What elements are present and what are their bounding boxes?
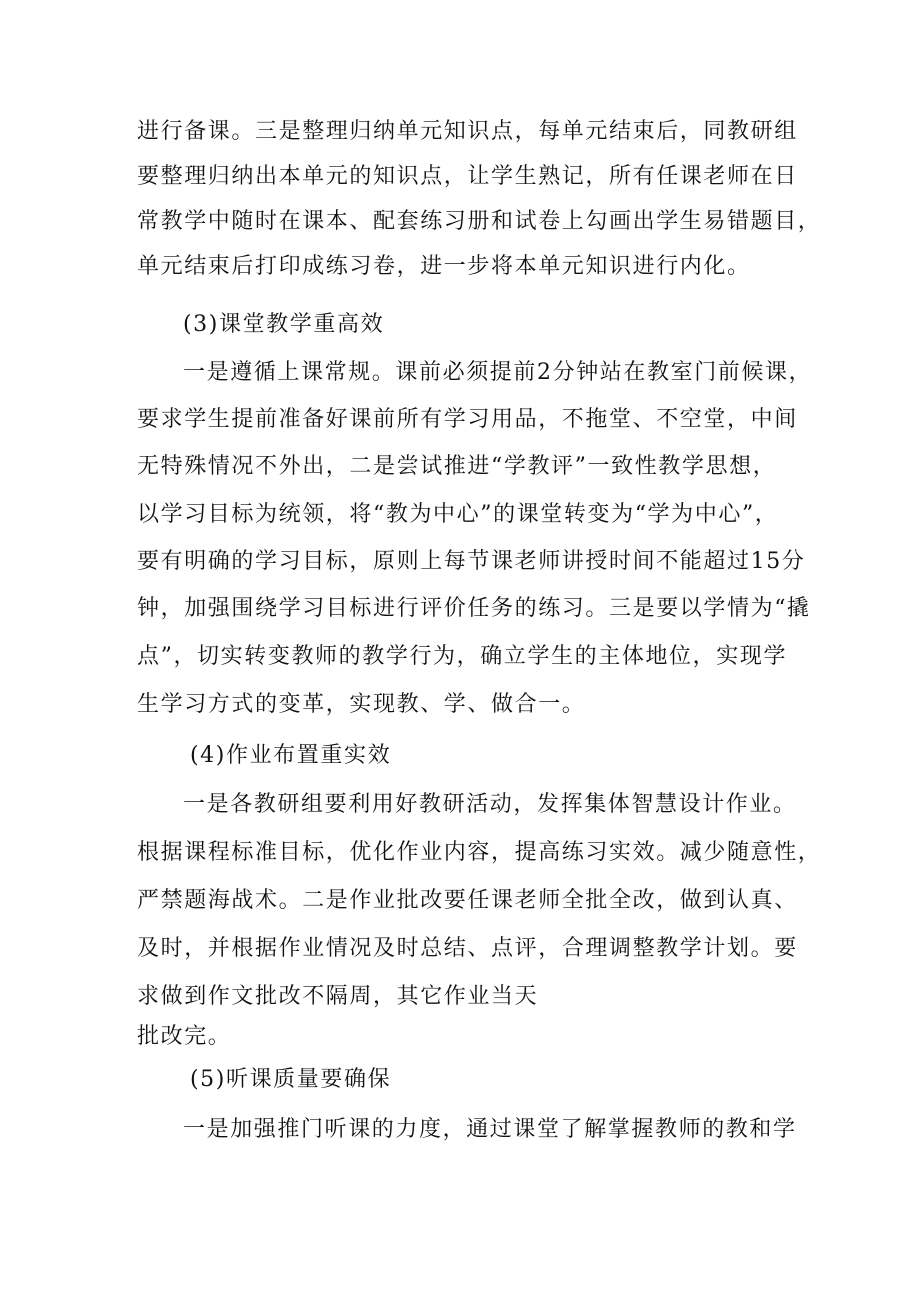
section-heading-4: (4)作业布置重实效 — [190, 743, 392, 768]
paragraph-line: 点”，切实转变教师的教学行为，确立学生的主体地位，实现学 — [137, 644, 788, 669]
paragraph-line: 及时，并根据作业情况及时总结、点评，合理调整教学计划。要 — [137, 936, 798, 961]
paragraph-line: 批改完。 — [137, 1024, 232, 1049]
paragraph-line: 要整理归纳出本单元的知识点，让学生熟记，所有任课老师在日 — [137, 164, 798, 189]
paragraph-line: 一是遵循上课常规。课前必须提前2分钟站在教室门前候课， — [183, 360, 813, 385]
paragraph-line: 根据课程标准目标，优化作业内容，提高练习实效。减少随意性， — [137, 840, 822, 865]
paragraph-line: 无特殊情况不外出，二是尝试推进“学教评”一致性教学思想， — [137, 454, 777, 479]
section-heading-5: (5)听课质量要确保 — [190, 1067, 392, 1092]
paragraph-line: 一是各教研组要利用好教研活动，发挥集体智慧设计作业。 — [183, 792, 797, 817]
section-heading-3: (3)课堂教学重高效 — [183, 312, 385, 337]
paragraph-line: 一是加强推门听课的力度，通过课堂了解掌握教师的教和学 — [183, 1117, 797, 1142]
paragraph-line: 进行备课。三是整理归纳单元知识点，每单元结束后，同教研组 — [137, 119, 798, 144]
paragraph-line: 生学习方式的变革，实现教、学、做合一。 — [137, 692, 586, 717]
paragraph-line: 钟，加强围绕学习目标进行评价任务的练习。三是要以学情为“撬 — [137, 596, 811, 621]
paragraph-line: 要有明确的学习目标，原则上每节课老师讲授时间不能超过15分 — [137, 549, 806, 574]
paragraph-line: 以学习目标为统领，将“教为中心”的课堂转变为“学为中心”， — [137, 502, 779, 527]
paragraph-line: 严禁题海战术。二是作业批改要任课老师全批全改，做到认真、 — [137, 888, 798, 913]
paragraph-line: 常教学中随时在课本、配套练习册和试卷上勾画出学生易错题目， — [137, 209, 822, 234]
paragraph-line: 单元结束后打印成练习卷，进一步将本单元知识进行内化。 — [137, 254, 751, 279]
paragraph-line: 要求学生提前准备好课前所有学习用品，不拖堂、不空堂，中间 — [137, 407, 798, 432]
paragraph-line: 求做到作文批改不隔周，其它作业当天 — [137, 984, 539, 1009]
